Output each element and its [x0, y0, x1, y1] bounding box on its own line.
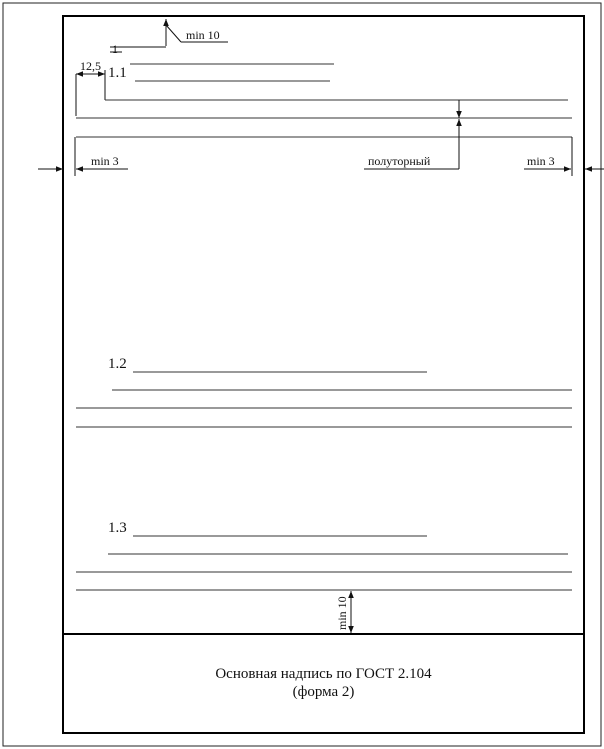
top-margin-label: min 10: [186, 28, 220, 42]
title-block-line1: Основная надпись по ГОСТ 2.104: [215, 666, 432, 682]
inner-frame: [63, 16, 584, 733]
right-margin-label: min 3: [527, 154, 555, 168]
section-1-3-label: 1.3: [108, 520, 127, 536]
line-spacing-label: полуторный: [368, 154, 431, 168]
chapter-number: 1: [112, 42, 118, 56]
indent-label: 12,5: [80, 59, 101, 73]
title-block: [64, 634, 583, 732]
section-1-1-label: 1.1: [108, 65, 127, 81]
bottom-margin-label: min 10: [335, 596, 349, 630]
section-1-2-label: 1.2: [108, 356, 127, 372]
title-block-line2: (форма 2): [292, 684, 355, 700]
left-margin-label: min 3: [91, 154, 119, 168]
